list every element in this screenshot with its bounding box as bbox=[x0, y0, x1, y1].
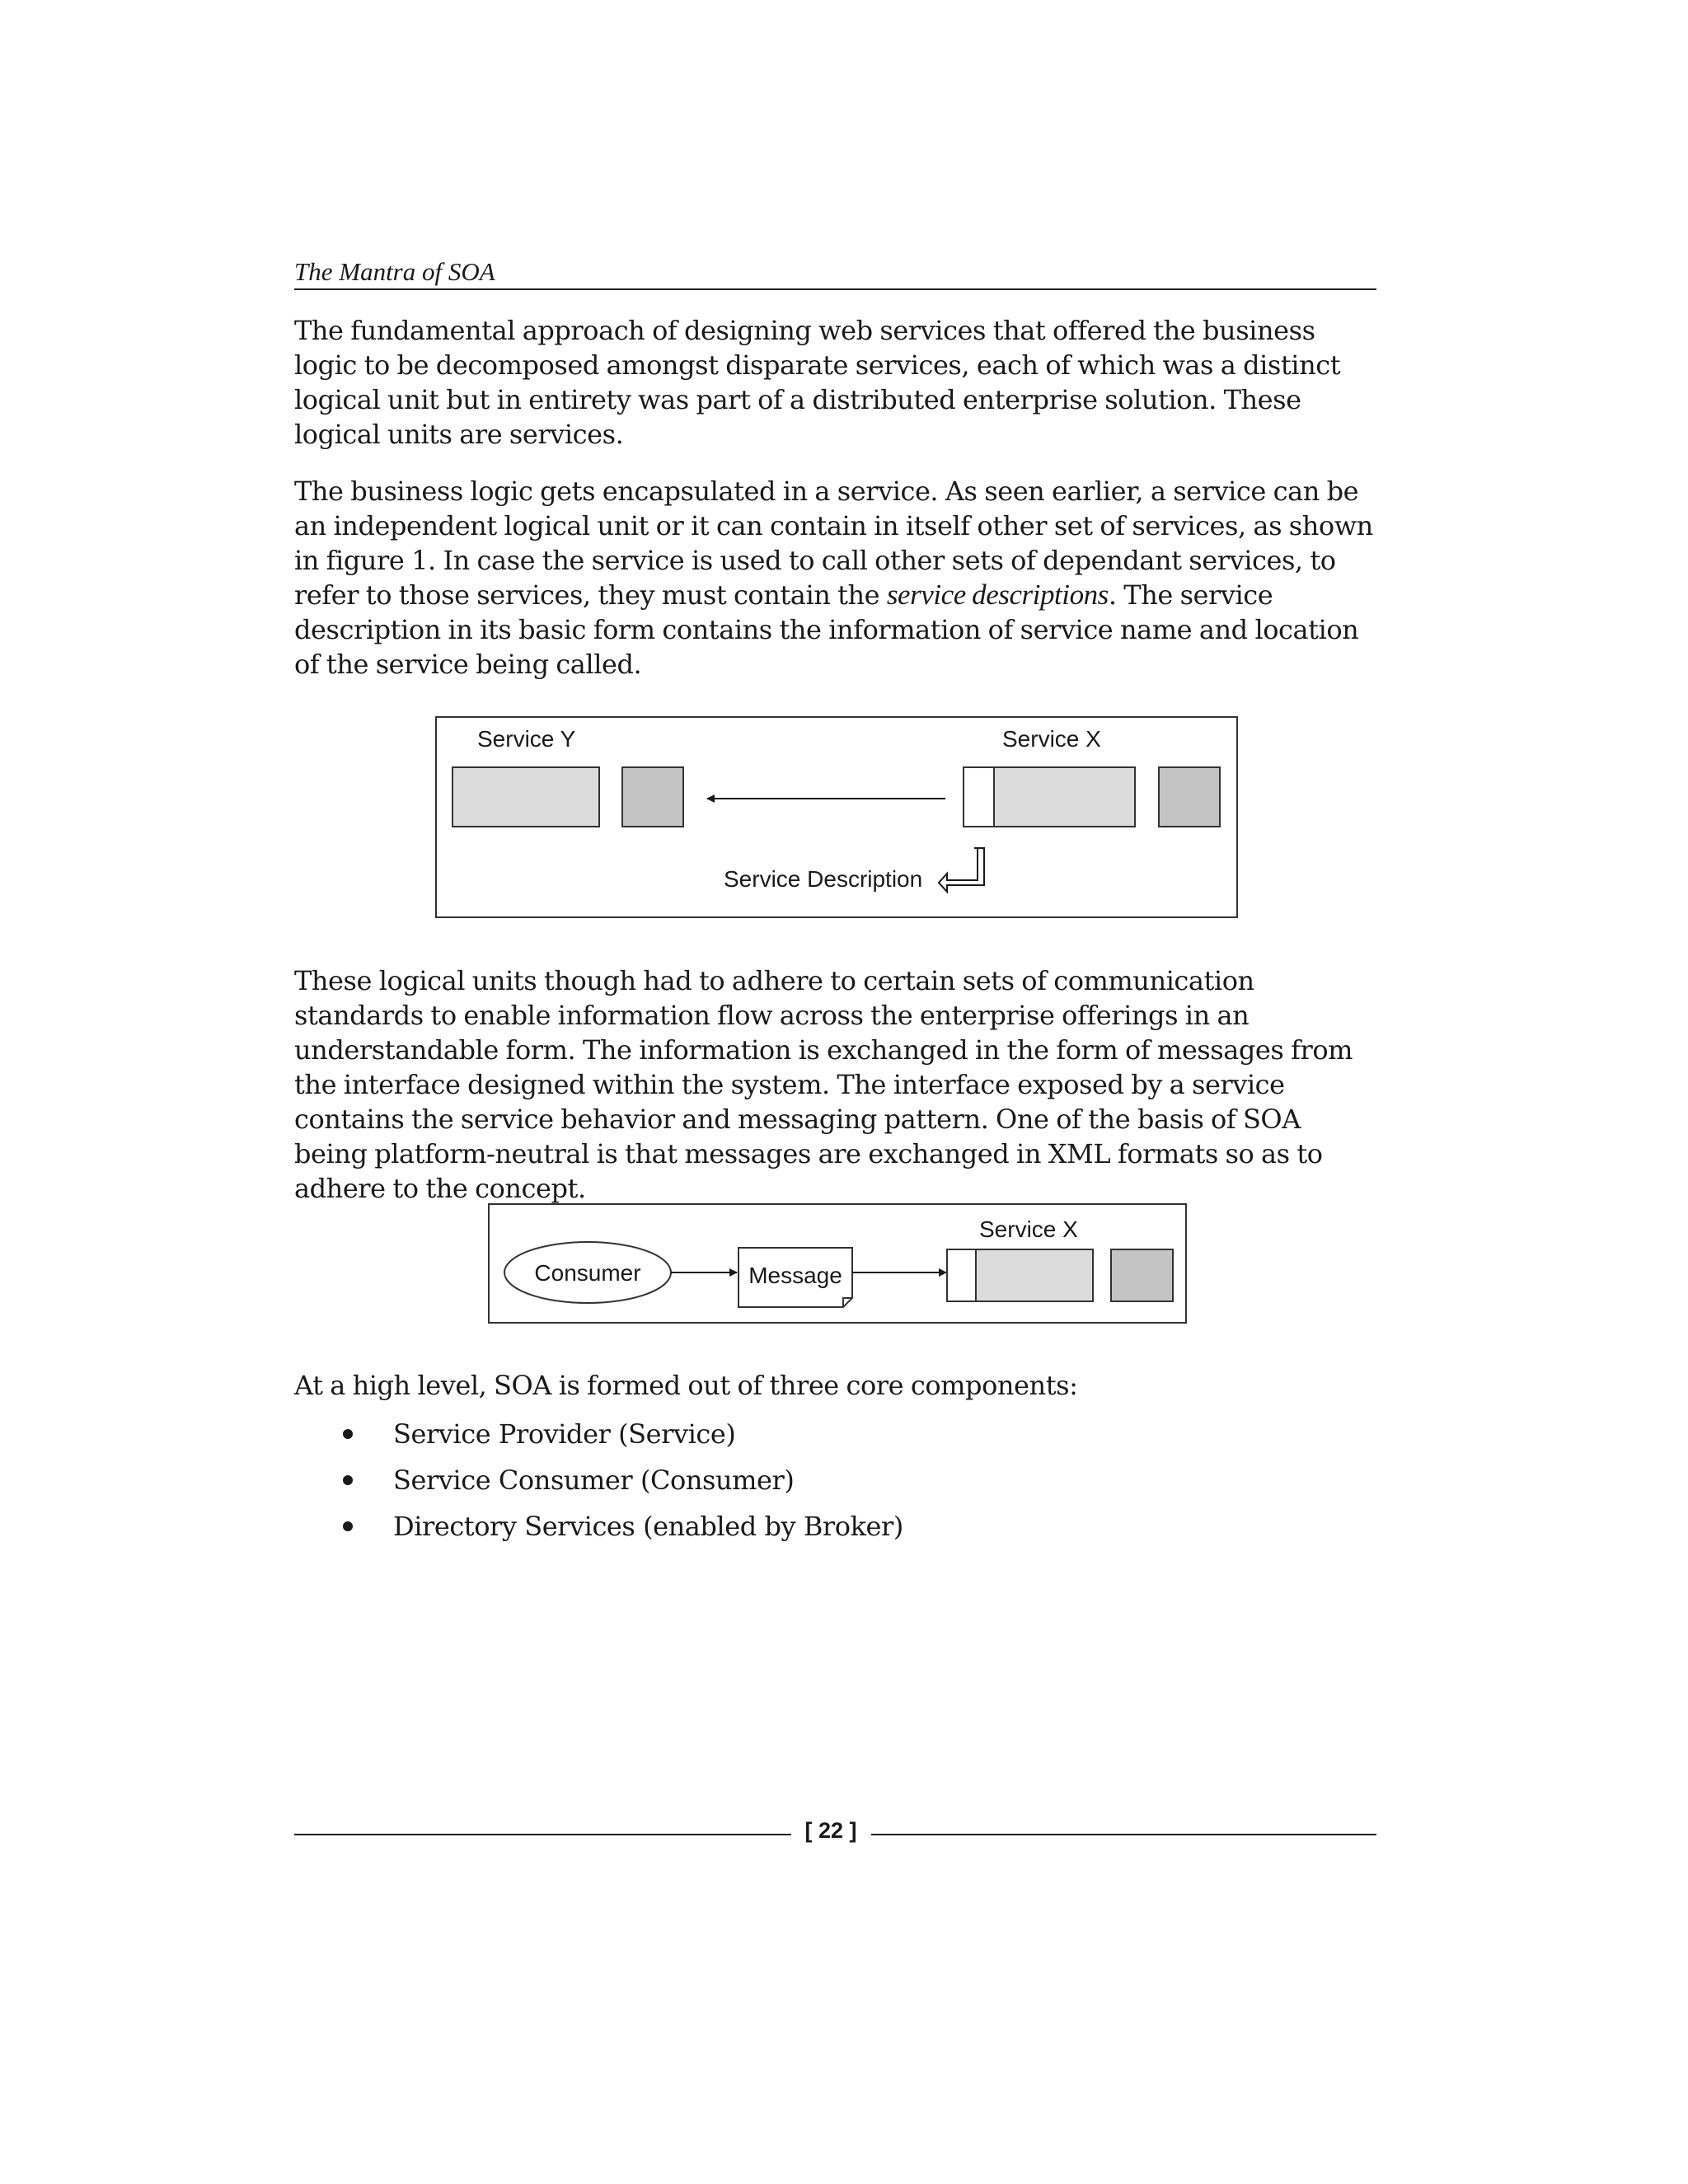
header-rule bbox=[294, 288, 1376, 290]
service-x-label: Service X bbox=[979, 1216, 1078, 1242]
service-x-interface bbox=[1111, 1249, 1173, 1301]
paragraph-4: At a high level, SOA is formed out of three core components: bbox=[294, 1370, 1078, 1401]
consumer-label: Consumer bbox=[534, 1260, 641, 1286]
figure-consumer-message bbox=[488, 1203, 1187, 1324]
paragraph-2-text-b: . The service description in its basic form contains the information of service name and location of the service being called. bbox=[294, 579, 1359, 680]
service-x-interface bbox=[1159, 767, 1220, 827]
list-item bbox=[294, 1503, 903, 1549]
list-item-text: Service Provider (Service) bbox=[393, 1418, 736, 1450]
paragraph-3: These logical units though had to adhere to certain sets of communication standards to enable information flow across the enterprise offerings in an understandable form. The information is exchanged in the form of messages from the interface designed within the system. The interface exposed by a service contains the service behavior and messaging pattern. One of the basis of SOA being platform-neutral is that messages are exchanged in XML formats so as to adhere to the concept. bbox=[294, 965, 1353, 1204]
service-description-slot bbox=[964, 767, 994, 827]
service-x-body bbox=[976, 1249, 1093, 1301]
page-number: [ 22 ] bbox=[804, 1818, 857, 1843]
message-label: Message bbox=[748, 1263, 842, 1288]
service-y-label: Service Y bbox=[477, 726, 576, 752]
paragraph-1: The fundamental approach of designing web services that offered the business logic to be decomposed amongst disparate services, each of which was a distinct logical unit but in entirety was part of a distributed enterprise solution. These logical units are services. bbox=[294, 315, 1341, 450]
figure-service-description bbox=[435, 716, 1238, 918]
bullet-icon bbox=[343, 1475, 353, 1485]
service-y-interface bbox=[622, 767, 683, 827]
running-head: The Mantra of SOA bbox=[294, 257, 495, 286]
list-item-text: Directory Services (enabled by Broker) bbox=[393, 1511, 903, 1542]
service-y-body bbox=[452, 767, 599, 827]
service-x-body bbox=[994, 767, 1135, 827]
list-item bbox=[294, 1457, 903, 1503]
service-x-port bbox=[947, 1249, 976, 1301]
bullet-icon bbox=[343, 1521, 353, 1531]
list-item bbox=[294, 1411, 903, 1457]
service-description-label: Service Description bbox=[724, 866, 923, 892]
service-descriptions-term: service descriptions bbox=[886, 579, 1109, 611]
core-components-list bbox=[294, 1411, 903, 1549]
list-item-text: Service Consumer (Consumer) bbox=[393, 1465, 795, 1496]
service-x-label: Service X bbox=[1002, 726, 1101, 752]
paragraph-2 bbox=[294, 474, 1381, 682]
footer-rule-right bbox=[871, 1834, 1376, 1835]
footer-rule-left bbox=[294, 1834, 791, 1835]
bullet-icon bbox=[343, 1429, 353, 1439]
paragraph-2-text-a: The business logic gets encapsulated in a service. As seen earlier, a service can be an independent logical unit or it can contain in itself other set of services, as shown in figure 1. In case the service is used to call other sets of dependant services, to refer to those services, they must contain the bbox=[294, 476, 1373, 611]
